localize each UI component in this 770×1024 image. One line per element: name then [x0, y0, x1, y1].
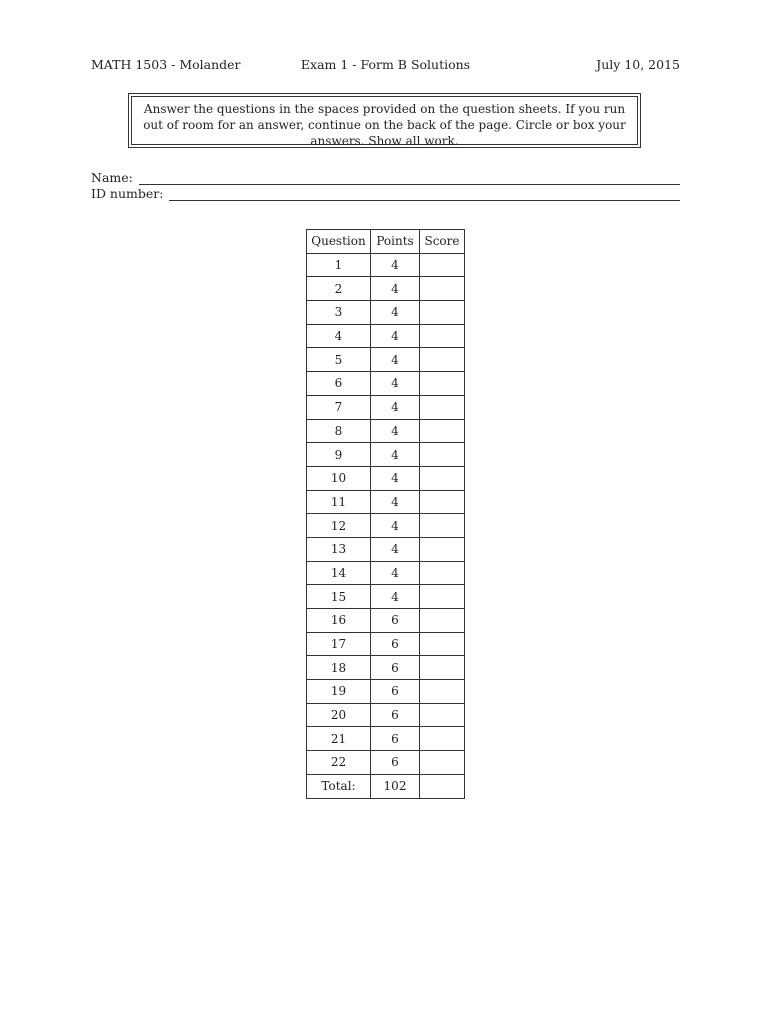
table-row	[307, 609, 465, 633]
row-question: 17	[307, 632, 371, 656]
table-row	[307, 443, 465, 467]
total-row	[307, 774, 465, 798]
row-score	[420, 466, 465, 490]
row-question: 12	[307, 514, 371, 538]
table-row	[307, 324, 465, 348]
table-row	[307, 490, 465, 514]
row-question: 20	[307, 703, 371, 727]
row-score	[420, 301, 465, 325]
row-question: 15	[307, 585, 371, 609]
row-points: 4	[371, 561, 420, 585]
name-field	[91, 169, 680, 185]
course-name: MATH 1503 - Molander	[91, 57, 241, 72]
table-row	[307, 751, 465, 775]
row-points: 4	[371, 585, 420, 609]
table-row	[307, 253, 465, 277]
table-row	[307, 703, 465, 727]
row-points: 6	[371, 609, 420, 633]
row-points: 4	[371, 372, 420, 396]
row-score	[420, 537, 465, 561]
row-points: 4	[371, 466, 420, 490]
row-points: 4	[371, 537, 420, 561]
row-points: 4	[371, 253, 420, 277]
id-label: ID number:	[91, 186, 164, 201]
row-question: 18	[307, 656, 371, 680]
row-score	[420, 727, 465, 751]
row-score	[420, 751, 465, 775]
row-score	[420, 561, 465, 585]
row-question: 9	[307, 443, 371, 467]
row-question: 8	[307, 419, 371, 443]
row-question: 11	[307, 490, 371, 514]
row-score	[420, 585, 465, 609]
row-points: 6	[371, 680, 420, 704]
exam-title: Exam 1 - Form B Solutions	[300, 57, 471, 72]
row-points: 6	[371, 751, 420, 775]
row-question: 19	[307, 680, 371, 704]
row-points: 4	[371, 395, 420, 419]
row-points: 4	[371, 443, 420, 467]
row-question: 6	[307, 372, 371, 396]
row-score	[420, 609, 465, 633]
row-score	[420, 703, 465, 727]
row-question: 5	[307, 348, 371, 372]
table-row	[307, 466, 465, 490]
name-line	[139, 172, 680, 185]
row-question: 14	[307, 561, 371, 585]
header-points: Points	[371, 230, 420, 254]
row-score	[420, 656, 465, 680]
total-label: Total:	[307, 774, 371, 798]
table-row	[307, 301, 465, 325]
header-question: Question	[307, 230, 371, 254]
row-points: 4	[371, 419, 420, 443]
id-line	[169, 188, 680, 201]
table-row	[307, 419, 465, 443]
row-points: 4	[371, 277, 420, 301]
row-score	[420, 632, 465, 656]
table-row	[307, 585, 465, 609]
row-score	[420, 277, 465, 301]
row-score	[420, 348, 465, 372]
table-row	[307, 656, 465, 680]
row-question: 4	[307, 324, 371, 348]
header-score: Score	[420, 230, 465, 254]
table-row	[307, 277, 465, 301]
table-row	[307, 632, 465, 656]
row-points: 4	[371, 348, 420, 372]
row-question: 21	[307, 727, 371, 751]
table-row	[307, 537, 465, 561]
table-header-row	[307, 230, 465, 254]
row-question: 16	[307, 609, 371, 633]
table-row	[307, 395, 465, 419]
row-points: 6	[371, 656, 420, 680]
row-question: 2	[307, 277, 371, 301]
id-field	[91, 185, 680, 201]
row-score	[420, 395, 465, 419]
row-score	[420, 443, 465, 467]
table-row	[307, 561, 465, 585]
row-points: 4	[371, 301, 420, 325]
row-score	[420, 372, 465, 396]
table-row	[307, 727, 465, 751]
table-row	[307, 372, 465, 396]
row-score	[420, 680, 465, 704]
score-table-body	[307, 253, 465, 774]
row-score	[420, 253, 465, 277]
row-question: 22	[307, 751, 371, 775]
table-row	[307, 680, 465, 704]
row-question: 10	[307, 466, 371, 490]
row-question: 7	[307, 395, 371, 419]
row-points: 6	[371, 727, 420, 751]
row-points: 4	[371, 324, 420, 348]
row-points: 6	[371, 632, 420, 656]
row-question: 13	[307, 537, 371, 561]
instructions-text: Answer the questions in the spaces provided on the question sheets. If you run out of room for an answer, continue on the back of the page. Circle or box your answers. Show all work.	[131, 96, 638, 145]
row-points: 4	[371, 514, 420, 538]
page-header	[91, 57, 680, 75]
row-score	[420, 419, 465, 443]
exam-date: July 10, 2015	[596, 57, 680, 72]
row-score	[420, 490, 465, 514]
table-row	[307, 348, 465, 372]
total-points: 102	[371, 774, 420, 798]
row-points: 4	[371, 490, 420, 514]
row-question: 1	[307, 253, 371, 277]
table-row	[307, 514, 465, 538]
score-table	[306, 229, 465, 799]
row-question: 3	[307, 301, 371, 325]
row-points: 6	[371, 703, 420, 727]
name-label: Name:	[91, 170, 133, 185]
total-score	[420, 774, 465, 798]
row-score	[420, 324, 465, 348]
row-score	[420, 514, 465, 538]
instructions-box	[128, 93, 641, 148]
